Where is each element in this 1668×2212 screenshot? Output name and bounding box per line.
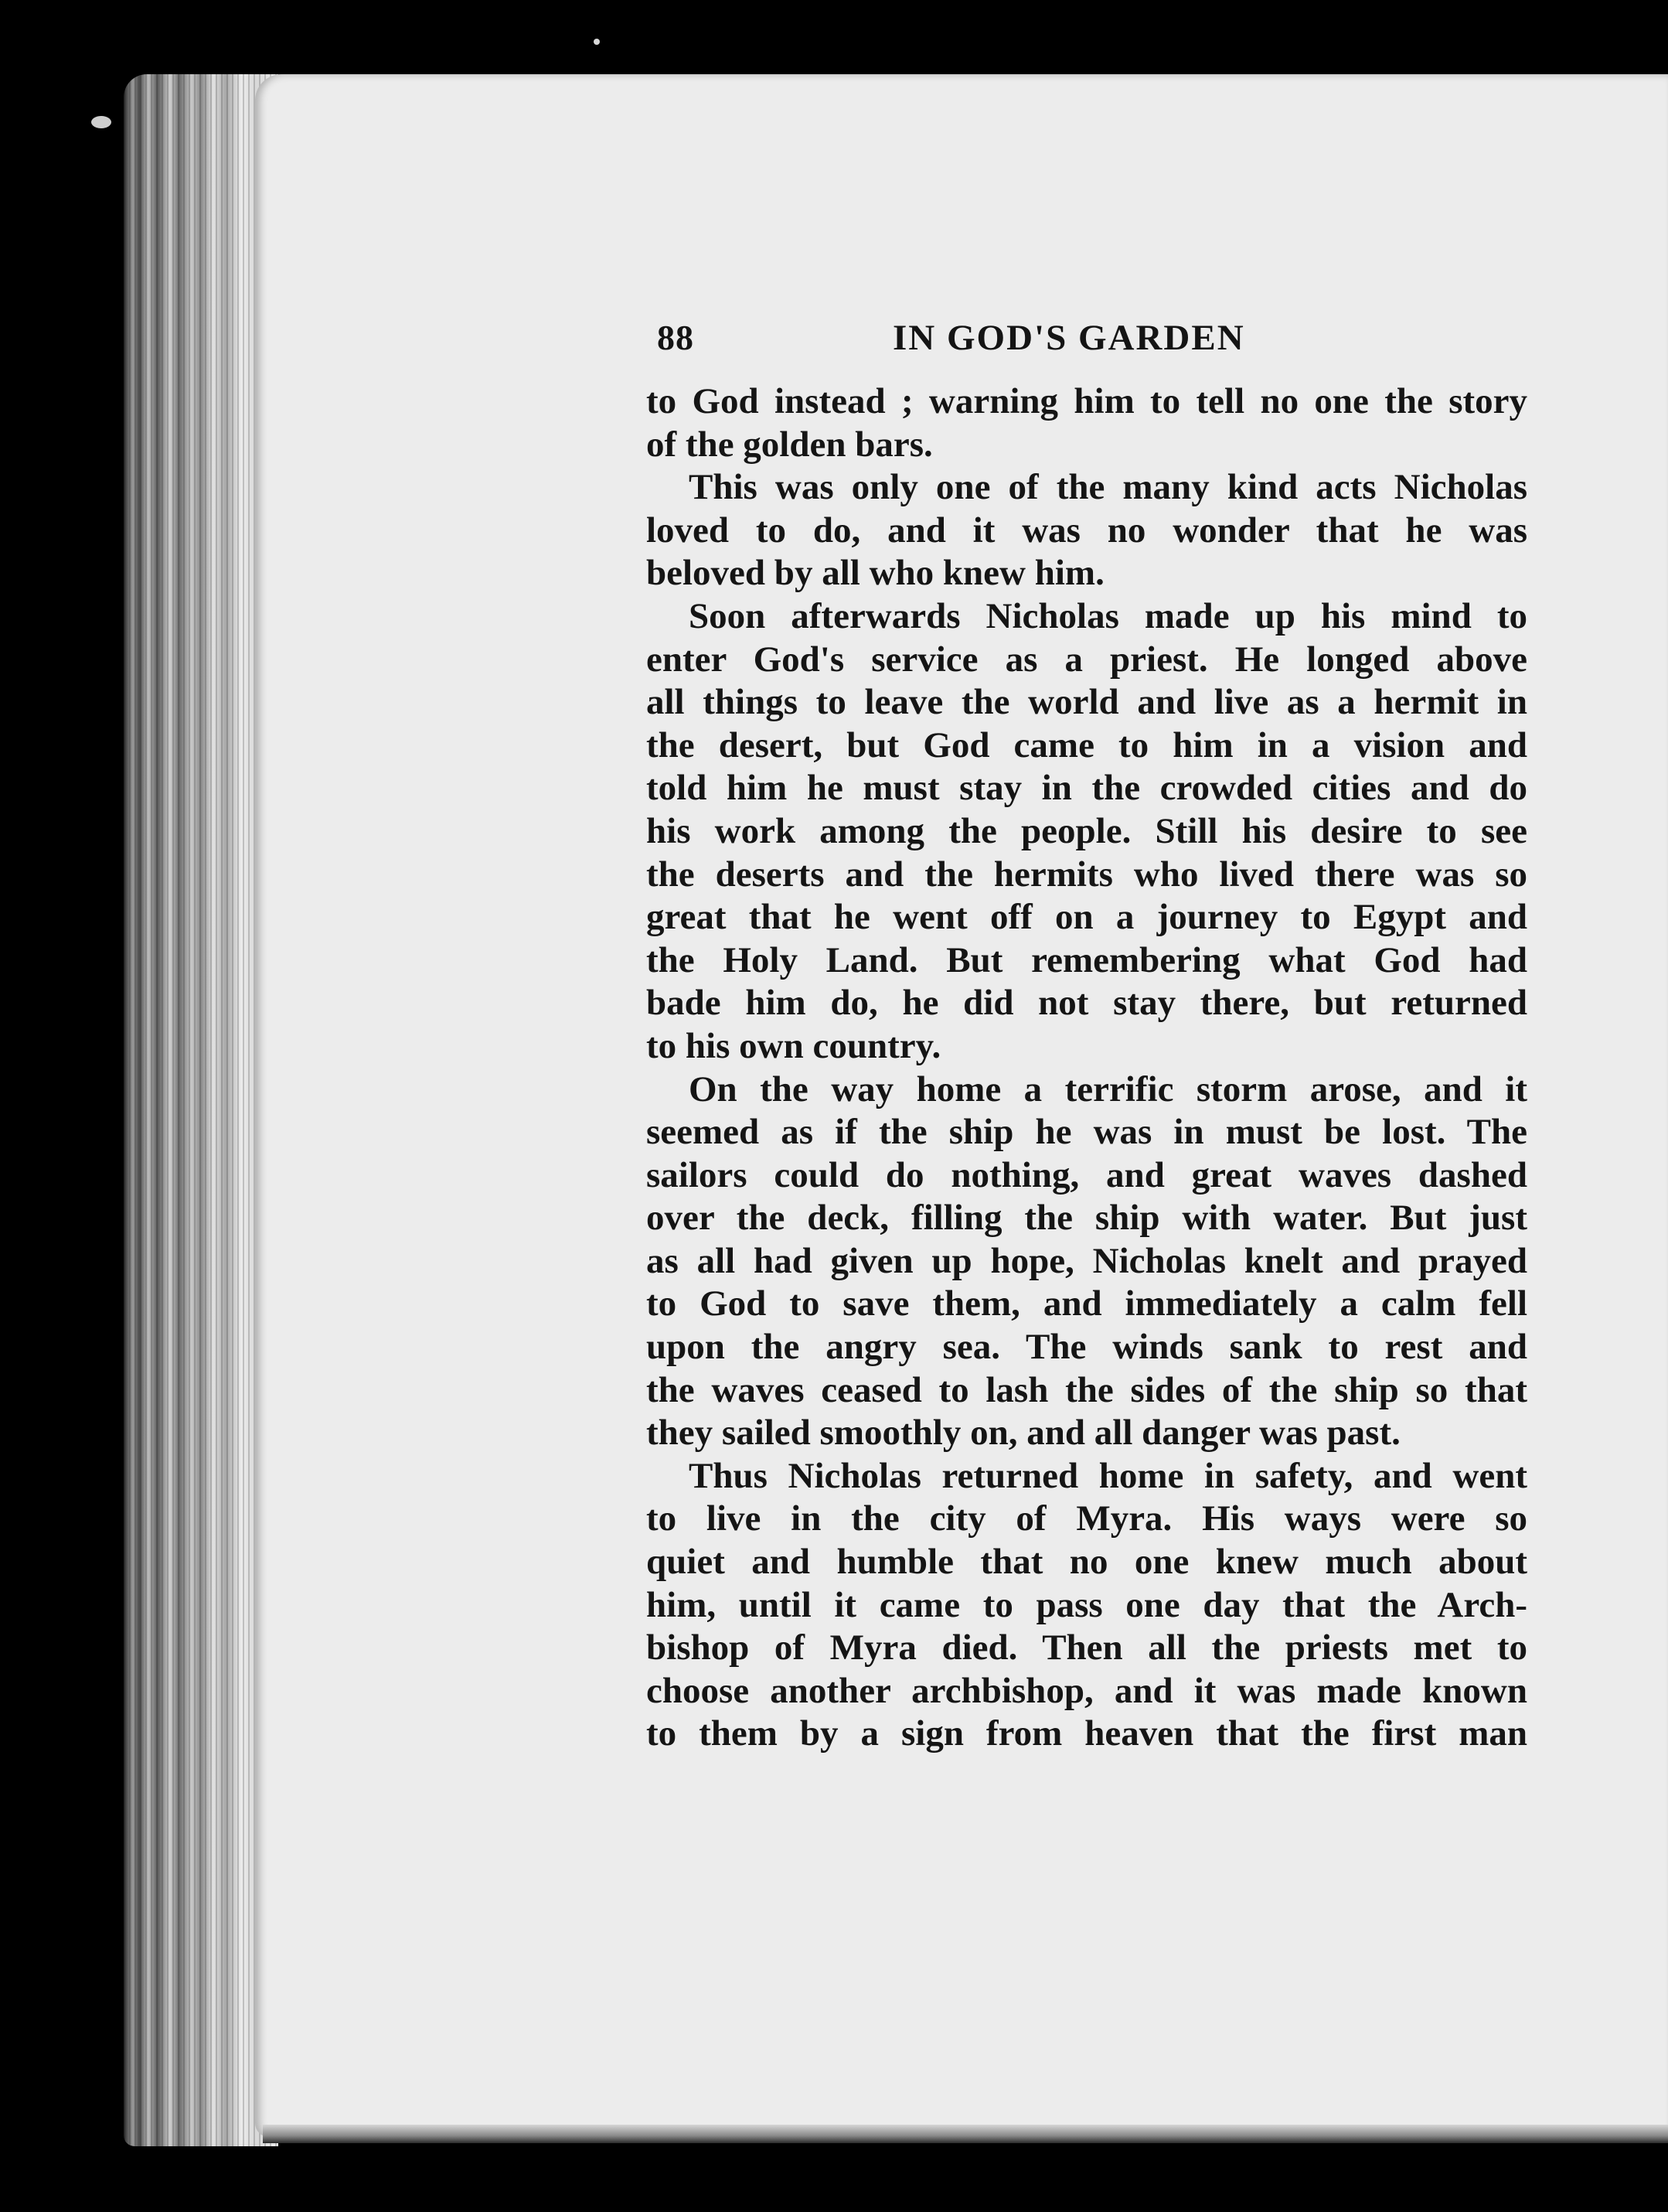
- text-line: sailors could do nothing, and great waves dashed: [646, 1154, 1527, 1195]
- text-line: This was only one of the many kind acts Nicholas: [689, 467, 1527, 508]
- text-line: enter God's service as a priest. He longed above: [646, 639, 1527, 680]
- text-line: Thus Nicholas returned home in safety, and went: [689, 1455, 1527, 1496]
- text-line: to God to save them, and immediately a calm fell: [646, 1283, 1527, 1324]
- text-line: loved to do, and it was no wonder that he was: [646, 510, 1527, 550]
- text-line: choose another archbishop, and it was made known: [646, 1670, 1527, 1711]
- text-line: to live in the city of Myra. His ways were so: [646, 1498, 1527, 1539]
- text-line: his work among the people. Still his desire to see: [646, 810, 1527, 851]
- text-line: the desert, but God came to him in a vision and: [646, 724, 1527, 765]
- text-line: On the way home a terrific storm arose, and it: [689, 1069, 1527, 1109]
- running-title: IN GOD'S GARDEN: [893, 318, 1245, 358]
- text-line: Soon afterwards Nicholas made up his mind to: [689, 595, 1527, 636]
- text-line: beloved by all who knew him.: [646, 553, 1105, 594]
- text-line: seemed as if the ship he was in must be lost. The: [646, 1112, 1527, 1153]
- body-text: [646, 380, 1527, 1756]
- page-bottom-shadow: [263, 2125, 1668, 2143]
- text-line: told him he must stay in the crowded cities and do: [646, 768, 1527, 809]
- text-line: bade him do, he did not stay there, but returned: [646, 983, 1527, 1024]
- text-line: as all had given up hope, Nicholas knelt and prayed: [646, 1240, 1527, 1281]
- text-line: to his own country.: [646, 1025, 941, 1066]
- text-line: they sailed smoothly on, and all danger was past.: [646, 1413, 1401, 1454]
- running-head: [657, 317, 1530, 376]
- text-line: to God instead ; warning him to tell no one the story: [646, 381, 1527, 421]
- text-line: quiet and humble that no one knew much about: [646, 1542, 1527, 1583]
- text-line: the Holy Land. But remembering what God had: [646, 939, 1527, 980]
- text-line: the waves ceased to lash the sides of the ship so that: [646, 1369, 1527, 1410]
- dust-speck: [594, 39, 600, 45]
- text-line: to them by a sign from heaven that the first man: [646, 1713, 1527, 1754]
- scan-artifact: [91, 116, 111, 128]
- text-line: upon the angry sea. The winds sank to rest and: [646, 1327, 1527, 1368]
- text-line: the deserts and the hermits who lived there was so: [646, 854, 1527, 895]
- text-line: great that he went off on a journey to Egypt and: [646, 897, 1527, 938]
- page-number: 88: [657, 318, 694, 357]
- text-line: of the golden bars.: [646, 424, 933, 465]
- text-line: him, until it came to pass one day that the Arch-: [646, 1584, 1527, 1625]
- text-line: bishop of Myra died. Then all the priests met to: [646, 1627, 1527, 1668]
- text-line: all things to leave the world and live as a hermit in: [646, 682, 1527, 723]
- text-line: over the deck, filling the ship with water. But just: [646, 1198, 1527, 1239]
